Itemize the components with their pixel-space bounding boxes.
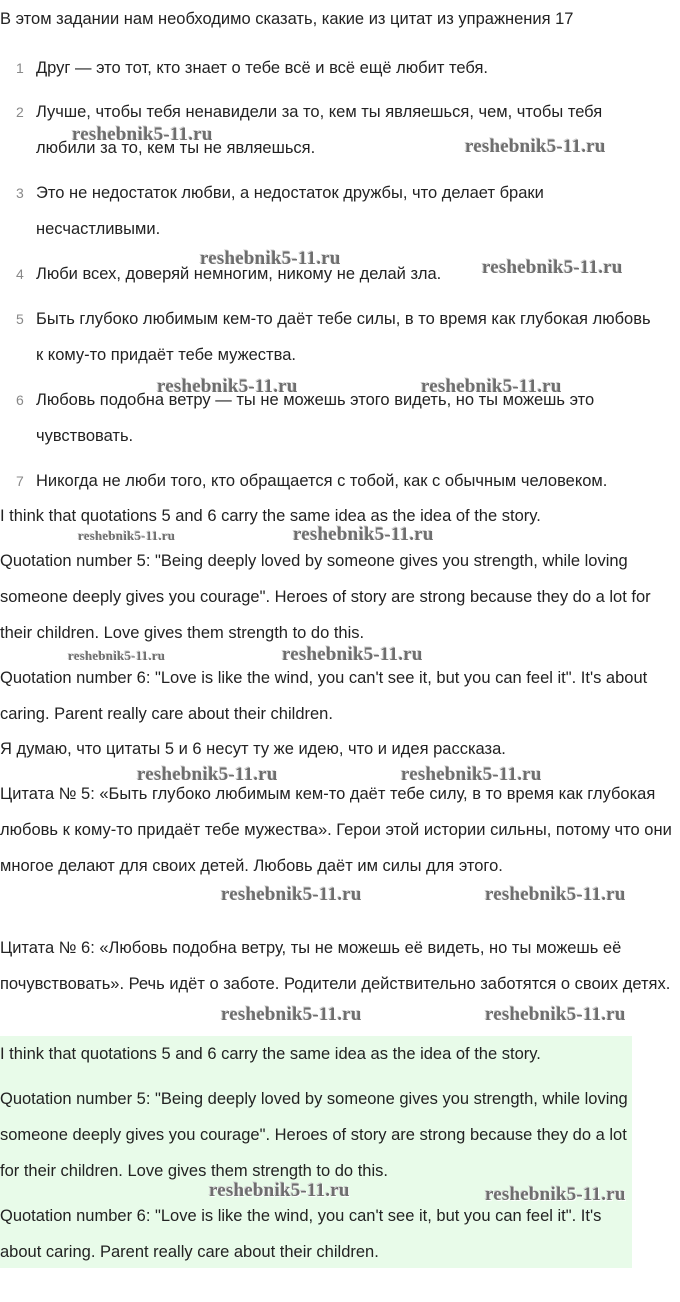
answer-paragraph: Quotation number 5: "Being deeply loved by someone gives you strength, while loving someone deeply gives you courage". Heroes of story are strong because they do a lot for their children. Love gives them strength to do this. [0,1090,628,1180]
watermark: reshebnik5-11.ru [157,376,298,397]
quote-text: Люби всех, доверяй немногим, никому не делай зла. [36,265,442,283]
watermark: reshebnik5-11.ru [282,644,423,665]
english-paragraph: I think that quotations 5 and 6 carry the same idea as the idea of the story. [0,507,541,525]
watermark: reshebnik5-11.ru [401,764,542,785]
watermark: reshebnik5-11.ru [72,124,213,145]
watermark: reshebnik5-11.ru [137,764,278,785]
watermark: reshebnik5-11.ru [200,248,341,269]
watermark: reshebnik5-11.ru [465,136,606,157]
watermark: reshebnik5-11.ru [78,528,176,543]
quote-text: Это не недостаток любви, а недостаток дружбы, что делает браки несчастливыми. [36,184,544,238]
intro-text: В этом задании нам необходимо сказать, какие из цитат из упражнения 17 [0,10,574,28]
quote-text: Друг — это тот, кто знает о тебе всё и всё ещё любит тебя. [36,59,488,77]
english-paragraph: Quotation number 6: "Love is like the wind, you can't see it, but you can feel it". It's about caring. Parent really care about their children. [0,669,648,723]
russian-paragraph: Цитата № 6: «Любовь подобна ветру, ты не можешь её видеть, но ты можешь её почувствовать». Речь идёт о заботе. Родители действительно заботятся о своих детях. [0,939,671,993]
watermark: reshebnik5-11.ru [221,1004,362,1025]
quote-number: 2 [16,104,24,120]
watermark: reshebnik5-11.ru [485,1004,626,1025]
english-paragraph: Quotation number 5: "Being deeply loved by someone gives you strength, while loving someone deeply gives you courage". Heroes of story are strong because they do a lot for their children. Love gives them strength to do this. [0,552,651,642]
quote-number: 5 [16,311,24,327]
quote-text: Любовь подобна ветру — ты не можешь этого видеть, но ты можешь это чувствовать. [36,391,595,445]
watermark: reshebnik5-11.ru [293,524,434,545]
quote-text: Быть глубоко любимым кем-то даёт тебе силы, в то время как глубокая любовь к кому-то придаёт тебе мужества. [36,310,651,364]
quote-number: 4 [16,266,24,282]
watermark: reshebnik5-11.ru [68,648,166,663]
answer-paragraph: Quotation number 6: "Love is like the wind, you can't see it, but you can feel it". It's about caring. Parent really care about their children. [0,1207,602,1261]
quote-number: 6 [16,392,24,408]
watermark: reshebnik5-11.ru [421,376,562,397]
quote-number: 7 [16,473,24,489]
quote-number: 1 [16,60,24,76]
answer-paragraph: I think that quotations 5 and 6 carry the same idea as the idea of the story. [0,1045,541,1063]
quote-number: 3 [16,185,24,201]
russian-paragraph: Цитата № 5: «Быть глубоко любимым кем-то даёт тебе силу, в то время как глубокая любовь к кому-то придаёт тебе мужества». Герои этой истории сильны, потому что они многое делают для своих детей. Любовь даёт им силы для этого. [0,785,672,875]
quote-text: Лучше, чтобы тебя ненавидели за то, кем ты являешься, чем, чтобы тебя любили за то, кем ты не являешься. [36,103,603,157]
watermark: reshebnik5-11.ru [482,257,623,278]
watermark: reshebnik5-11.ru [485,1184,626,1205]
watermark: reshebnik5-11.ru [209,1180,350,1201]
watermark: reshebnik5-11.ru [485,884,626,905]
russian-paragraph: Я думаю, что цитаты 5 и 6 несут ту же идею, что и идея рассказа. [0,740,506,758]
watermark: reshebnik5-11.ru [221,884,362,905]
quote-text: Никогда не люби того, кто обращается с тобой, как с обычным человеком. [36,472,608,490]
